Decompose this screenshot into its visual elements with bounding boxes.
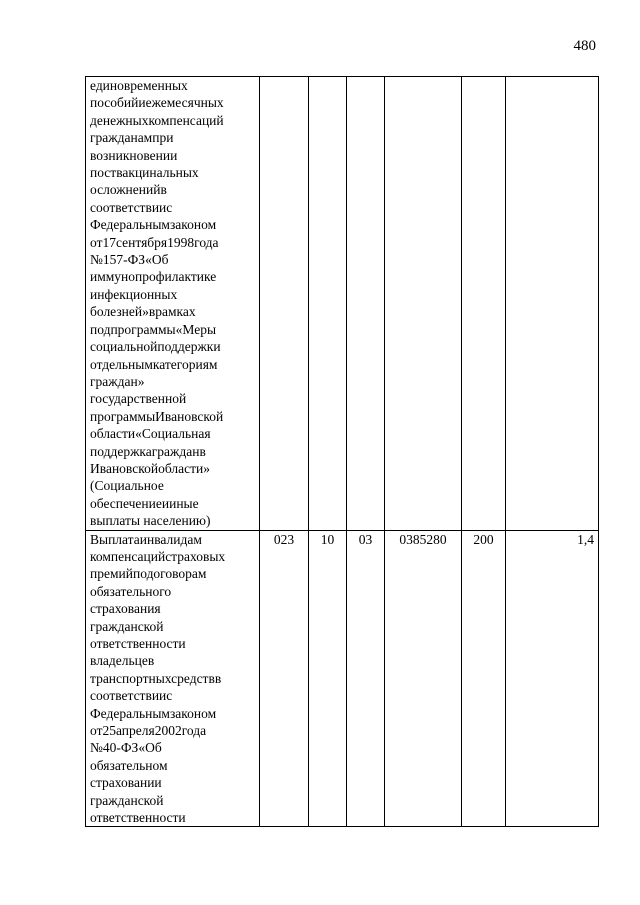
target-code-cell: 0385280 — [385, 530, 462, 827]
description-line: болезней»врамках — [90, 304, 196, 320]
description-line: обеспечениеииные — [90, 495, 199, 511]
description-line: иммунопрофилактике — [90, 269, 217, 285]
description-line: обязательном — [90, 757, 168, 773]
section-code-cell: 10 — [309, 530, 347, 827]
description-line: ответственности — [90, 636, 186, 651]
description-line: транспортныхсредствв — [90, 670, 222, 686]
description-line: социальнойподдержки — [90, 339, 221, 355]
description-line: программыИвановской — [90, 408, 224, 424]
expense-type-cell: 200 — [462, 530, 506, 827]
description-line: гражданской — [90, 618, 164, 634]
description-line: гражданской — [90, 792, 164, 808]
subsection-code-cell: 03 — [347, 530, 385, 827]
admin-code-cell — [260, 77, 309, 531]
description-line: от25апреля2002года — [90, 723, 207, 739]
description-line: №157-ФЗ«Об — [90, 252, 169, 268]
description-line: гражданампри — [90, 130, 174, 146]
description-line: соответствиис — [90, 199, 173, 215]
description-line: области«Социальная — [90, 426, 211, 442]
admin-code-cell: 023 — [260, 530, 309, 827]
description-line: инфекционных — [90, 286, 178, 302]
expense-type-cell — [462, 77, 506, 531]
description-line: (Социальное — [90, 478, 164, 494]
table-row — [86, 530, 599, 827]
description-line: возникновении — [90, 147, 178, 163]
description-line: отдельнымкатегориям — [90, 356, 218, 372]
description-line: премийподоговорам — [90, 566, 207, 582]
amount-cell — [506, 77, 599, 531]
description-line: пособийиежемесячных — [90, 95, 224, 111]
description-text — [90, 77, 255, 530]
description-line: №40-ФЗ«Об — [90, 740, 162, 756]
description-line: страхования — [90, 601, 161, 617]
description-line: страховании — [90, 775, 162, 791]
description-cell — [86, 77, 260, 531]
description-line: от17сентября1998года — [90, 234, 219, 250]
description-line: Федеральнымзаконом — [90, 217, 217, 233]
amount-cell: 1,4 — [506, 530, 599, 827]
description-line: владельцев — [90, 653, 155, 669]
page-number: 480 — [573, 38, 596, 54]
description-line: выплаты населению) — [90, 513, 211, 529]
section-code-cell — [309, 77, 347, 531]
table-row — [86, 77, 599, 531]
description-line: единовременных — [90, 78, 188, 93]
description-line: граждан» — [90, 373, 145, 389]
description-line: Выплатаинвалидам — [90, 531, 202, 547]
description-line: осложненийв — [90, 182, 167, 198]
description-line: подпрограммы«Меры — [90, 321, 217, 337]
description-line: Ивановскойобласти» — [90, 460, 210, 476]
description-line: компенсацийстраховых — [90, 548, 226, 564]
target-code-cell — [385, 77, 462, 531]
subsection-code-cell — [347, 77, 385, 531]
description-line: обязательного — [90, 583, 172, 599]
description-cell — [86, 530, 260, 827]
description-line: поствакцинальных — [90, 165, 199, 181]
description-line: соответствиис — [90, 688, 173, 704]
description-text — [90, 531, 255, 827]
description-line: поддержкагражданв — [90, 443, 206, 459]
description-line: ответственности — [90, 810, 186, 826]
description-line: Федеральнымзаконом — [90, 705, 217, 721]
description-line: государственной — [90, 391, 187, 407]
description-line: денежныхкомпенсаций — [90, 112, 224, 128]
budget-table — [85, 76, 599, 827]
